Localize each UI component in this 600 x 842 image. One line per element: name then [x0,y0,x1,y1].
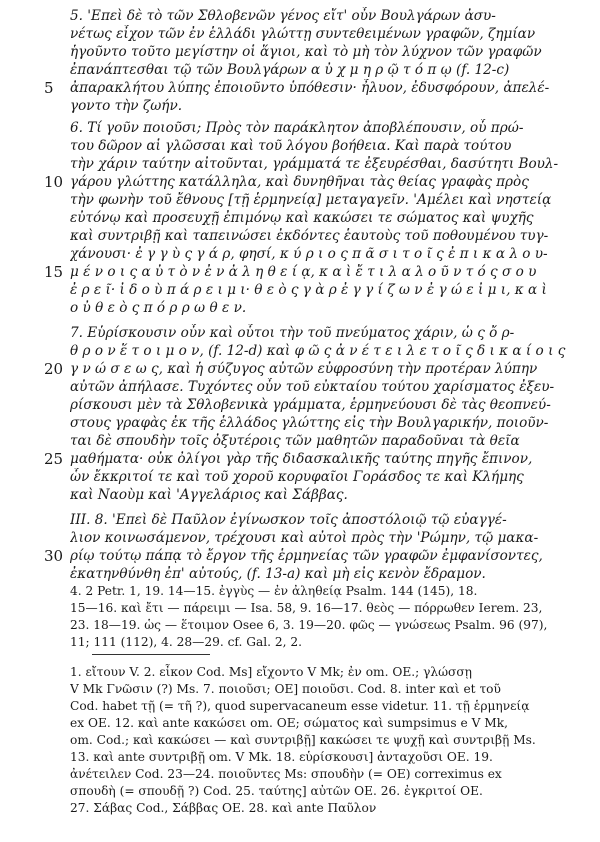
critical-apparatus-line: ex OE. 12. καὶ ante κακώσει om. OE; σώματος καὶ sumpsimus e V Mk, [70,716,508,730]
text-line: θ ρ ο ν ἕ τ ο ι μ ο ν, (f. 12-d) καὶ φ ῶ ς ἀ ν έ τ ε ι λ ε τ ο ῖ ς δ ι κ α ί ο ι ς [70,343,566,359]
text-line: στους γραφὰς ἐκ τῆς ἑλλάδος γλώττης εἰς τὴν Βουλγαρικήν, ποιοῦν- [70,415,549,431]
text-line: ρίῳ τούτῳ πάπᾳ τὸ ἔργον τῆς ἑρμηνείας τῶν γραφῶν ἐμφανίσοντες, [70,548,543,564]
critical-apparatus-line: 13. καὶ ante συντριβῇ om. V Mk. 18. εὑρίσκουσι] ἀνταχοῦσι OE. 19. [70,750,493,764]
text-line: του δῶρον αἱ γλῶσσαι καὶ τοῦ λόγου βοήθεια. Καὶ παρὰ τούτου [70,138,512,154]
text-line: ἡγοῦντο τοῦτο μεγίστην οἱ ἅγιοι, καὶ τὸ μὴ τὸν λύχνον τῶν γραφῶν [70,44,542,60]
text-line: ἐπανάπτεσθαι τῷ τῶν Βουλγάρων α ὐ χ μ η ρ ῷ τ ό π ῳ (f. 12-c) [70,62,510,78]
text-line: ἀπαρακλήτου λύπης ἐποιοῦντο ὑπόθεσιν· ἦλυον, ἐδυσφόρουν, ἀπελέ- [70,80,550,96]
critical-apparatus-line: 27. Σάβας Cod., Σάββας OE. 28. καὶ ante Παῦλον [70,801,377,815]
critical-apparatus-line: ἀνέτειλεν Cod. 23—24. ποιοῦντες Ms: σπουδὴν (= OE) correximus ex [70,767,502,781]
text-line: λιον κοινωσάμενον, τρέχουσι καὶ αὐτοὶ πρὸς τὴν 'Ρώμην, τῷ μακα- [70,530,539,546]
text-line: ὧν ἔκκριτοί τε καὶ τοῦ χοροῦ κορυφαῖοι Γοράσδος τε καὶ Κλήμης [70,469,524,485]
line-number: 25 [44,450,64,468]
text-line: ἐ ρ ε ῖ· ἰ δ ο ὺ π ά ρ ε ι μ ι· θ ε ὸ ς γ ὰ ρ ἐ γ γ ί ζ ω ν ἐ γ ώ ε ἰ μ ι, κ α ὶ [70,282,547,298]
text-line: ἐκατηνθύνθη ἐπ' αὐτούς, (f. 13-a) καὶ μὴ εἰς κενὸν ἔδραμον. [70,566,486,582]
text-line: εὐτόνῳ καὶ προσευχῇ ἐπιμόνῳ καὶ κακώσει τε σώματος καὶ ψυχῆς [70,210,534,226]
line-number: 30 [44,547,64,565]
line-number: 10 [44,173,64,191]
sources-apparatus-line: 23. 18—19. ὡς — ἕτοιμον Osee 6, 3. 19—20. φῶς — γνώσεως Psalm. 96 (97), [70,618,548,632]
text-line: μαθήματα· οὐκ ὀλίγοι γὰρ τῆς διδασκαλικῆς ταύτης πηγῆς ἔπινον, [70,451,533,467]
text-line: γοντο τὴν ζωήν. [70,98,183,114]
text-line: ται δὲ σπουδὴν τοῖς ὀξυτέροις τῶν μαθητῶν παραδοῦναι τὰ θεῖα [70,433,520,449]
text-line: τὴν φωνὴν τοῦ ἔθνους [τῇ ἑρμηνείᾳ] μεταγαγεῖν. 'Αμέλει καὶ νηστείᾳ [70,192,552,208]
text-line: μ έ ν ο ι ς α ὐ τ ὸ ν ἐ ν ἀ λ η θ ε ί ᾳ, κ α ὶ ἔ τ ι λ α λ ο ῦ ν τ ό ς σ ο υ [70,264,537,280]
sources-apparatus-line: 15—16. καὶ ἔτι — πάρειμι — Isa. 58, 9. 16—17. θεὸς — πόρρωθεν Ierem. 23, [70,601,543,615]
sources-apparatus-line: 4. 2 Petr. 1, 19. 14—15. ἐγγὺς — ἐν ἀληθείᾳ Psalm. 144 (145), 18. [70,584,478,598]
text-line: τὴν χάριν ταύτην αἰτοῦνται, γράμματά τε ἐξευρέσθαι, δασύτητι Βουλ- [70,156,559,172]
line-number: 5 [44,79,54,97]
line-number: 20 [44,360,64,378]
critical-apparatus-line: V Mk Γνῶσιν (?) Ms. 7. ποιοῦσι; OE] ποιοῦσι. Cod. 8. inter καὶ et τοῦ [70,682,501,696]
text-line: νέτως εἶχον τῶν ἐν ἑλλάδι γλώττῃ συντεθειμένων γραφῶν, ζημίαν [70,26,536,42]
text-line: καὶ συντριβῇ καὶ ταπεινώσει ἐκδόντες ἑαυτοὺς τοῦ ποθουμένου τυγ- [70,228,549,244]
text-line: αὐτῶν ἀπήλασε. Τυχόντες οὖν τοῦ εὐκταίου τούτου χαρίσματος ἐξευ- [70,379,555,395]
text-line: ο ὐ θ ε ὸ ς π ό ρ ρ ω θ ε ν. [70,300,247,316]
text-line: III. 8. 'Επεὶ δὲ Παῦλον ἐγίνωσκον τοῖς ἀποστόλοιῷ τῷ εὐαγγέ- [70,512,507,528]
sources-apparatus-line: 11; 111 (112), 4. 28—29. cf. Gal. 2, 2. [70,635,303,649]
text-line: γάρου γλώττης κατάλληλα, καὶ δυνηθῆναι τὰς θείας γραφὰς πρὸς [70,174,529,190]
text-line: χάνουσι· ἐ γ γ ὺ ς γ ά ρ, φησί, κ ύ ρ ι ο ς π ᾶ σ ι τ ο ῖ ς ἐ π ι κ α λ ο υ- [70,246,548,262]
text-line: γ ν ώ σ ε ω ς, καὶ ἡ σύζυγος αὐτῶν εὐφροσύνη τὴν προτέραν λύπην [70,361,538,377]
line-number: 15 [44,263,64,281]
text-line: 7. Εὑρίσκουσιν οὖν καὶ οὗτοι τὴν τοῦ πνεύματος χάριν, ὡ ς ὄ ρ- [70,325,515,341]
critical-apparatus-line: Cod. habet τῇ (= τῆ ?), quod supervacaneum esse videtur. 11. τῇ ἑρμηνείᾳ [70,699,530,713]
critical-apparatus-line: σπουδὴ (= σπουδῇ ?) Cod. 25. ταύτης] αὐτῶν OE. 26. ἐγκριτοί OE. [70,784,483,798]
text-line: καὶ Ναοὺμ καὶ 'Αγγελάριος καὶ Σάββας. [70,487,348,503]
footnote-divider [92,654,210,655]
text-line: 6. Τί γοῦν ποιοῦσι; Πρὸς τὸν παράκλητον ἀποβλέπουσιν, οὗ πρώ- [70,120,524,136]
critical-apparatus-line: om. Cod.; καὶ κακώσει — καὶ συντριβῇ] κακώσει τε ψυχῇ καὶ συντριβῇ Ms. [70,733,536,747]
text-line: 5. 'Επεὶ δὲ τὸ τῶν Σθλοβενῶν γένος εἴτ' οὖν Βουλγάρων ἀσυ- [70,8,496,24]
text-line: ρίσκουσι μὲν τὰ Σθλοβενικὰ γράμματα, ἑρμηνεύουσι δὲ τὰς θεοπνεύ- [70,397,551,413]
critical-apparatus-line: 1. εἴτουν V. 2. εἶκον Cod. Ms] εἴχοντο V Mk; ἐν om. OE.; γλώσσῃ [70,665,472,679]
